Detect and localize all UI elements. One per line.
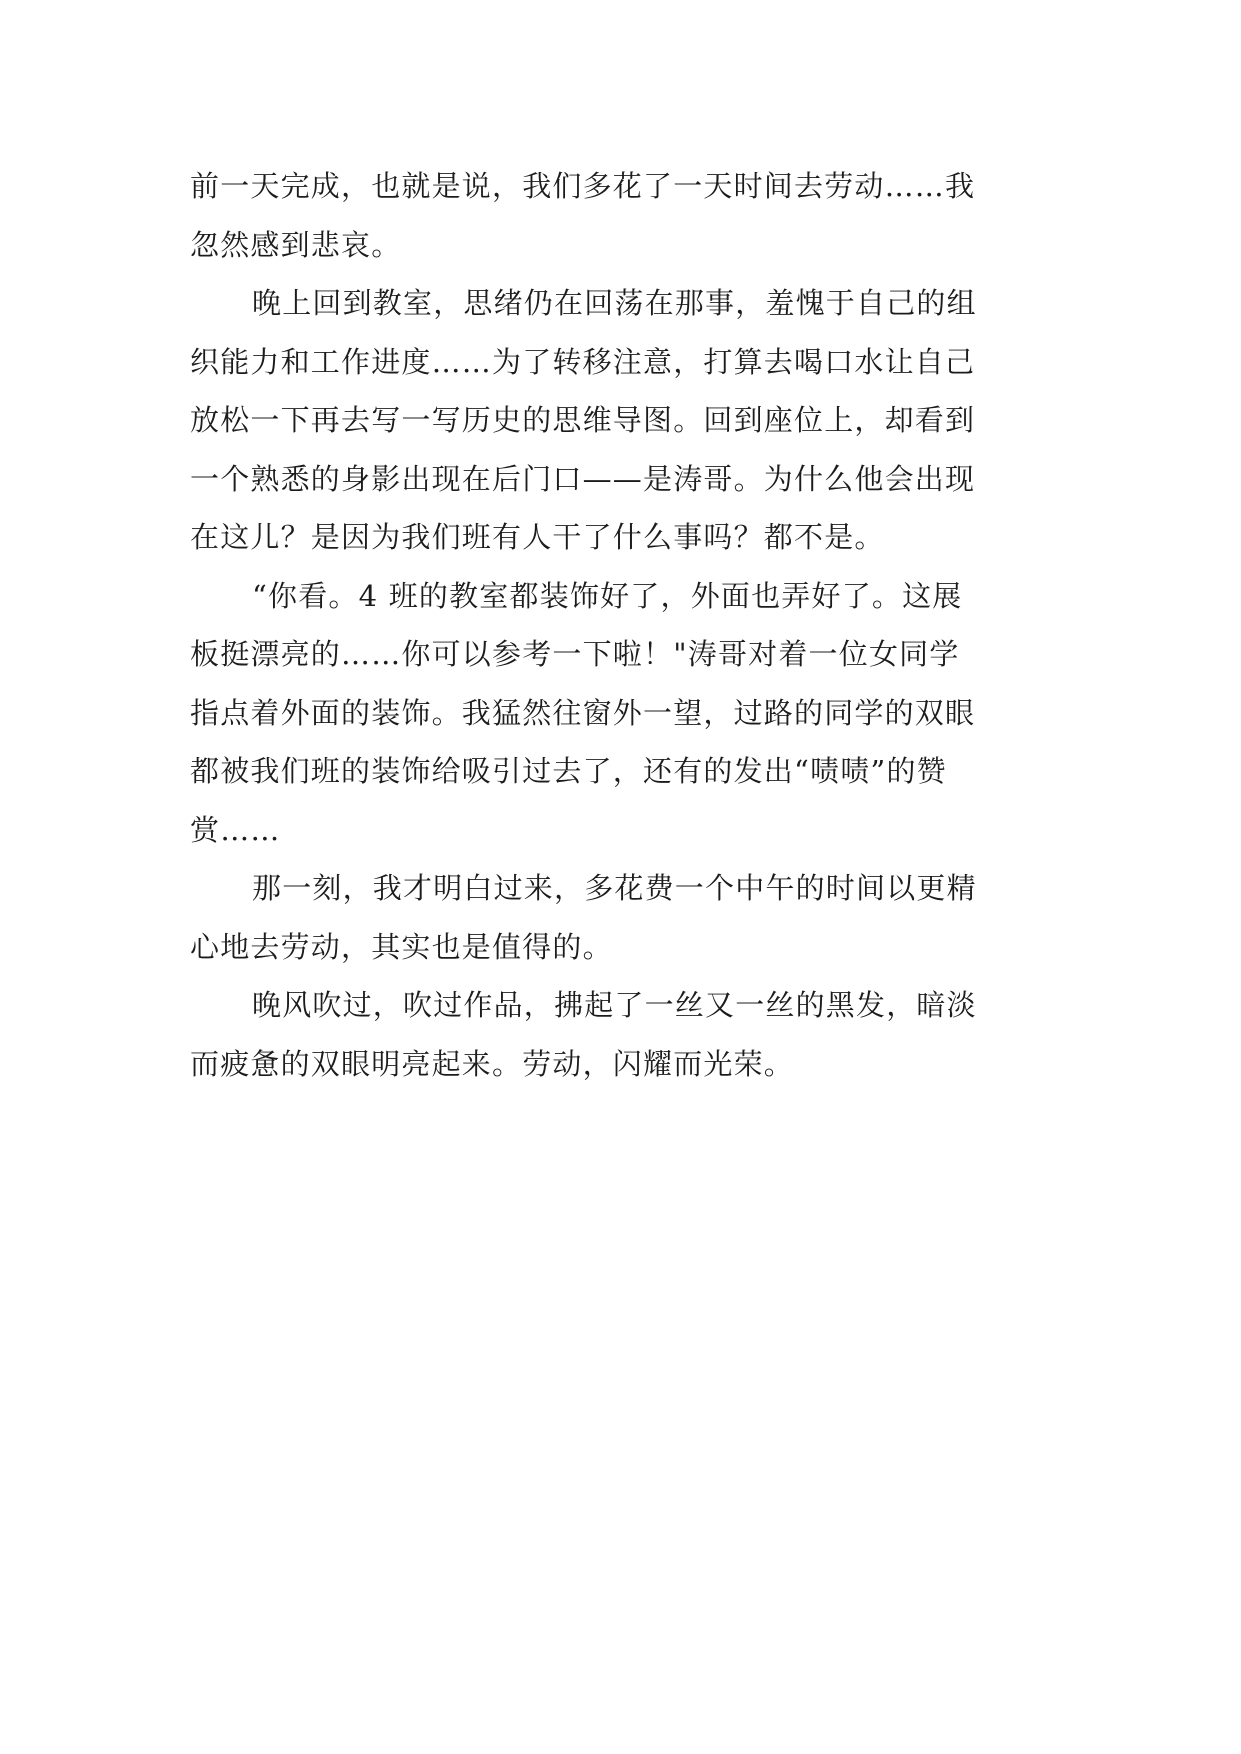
text-line: 晚风吹过，吹过作品，拂起了一丝又一丝的黑发，暗淡 (252, 988, 977, 1022)
text-line: 一个熟悉的身影出现在后门口——是涛哥。为什么他会出现 (190, 461, 976, 496)
text-line: 都被我们班的装饰给吸引过去了，还有的发出“啧啧”的赞 (190, 754, 947, 788)
text-line: 忽然感到悲哀。 (190, 227, 402, 262)
text-line: 晚上回到教室，思绪仍在回荡在那事，羞愧于自己的组 (252, 286, 977, 320)
document-body (190, 157, 1060, 1093)
text-line: 而疲惫的双眼明亮起来。劳动，闪耀而光荣。 (190, 1046, 795, 1081)
text-line: 放松一下再去写一写历史的思维导图。回到座位上，却看到 (190, 403, 976, 437)
text-line: 板挺漂亮的……你可以参考一下啦！"涛哥对着一位女同学 (190, 637, 960, 671)
text-line: 织能力和工作进度……为了转移注意，打算去喝口水让自己 (190, 344, 976, 379)
text-line: 那一刻，我才明白过来，多花费一个中午的时间以更精 (252, 871, 977, 905)
text-line: 前一天完成，也就是说，我们多花了一天时间去劳动……我 (190, 169, 976, 203)
text-line: 赏…… (190, 812, 281, 847)
text-line: 心地去劳动，其实也是值得的。 (190, 929, 613, 964)
text-line: “你看。4 班的教室都装饰好了，外面也弄好了。这展 (252, 578, 963, 613)
text-line: 在这儿？是因为我们班有人干了什么事吗？都不是。 (190, 520, 885, 554)
text-line: 指点着外面的装饰。我猛然往窗外一望，过路的同学的双眼 (190, 695, 976, 730)
